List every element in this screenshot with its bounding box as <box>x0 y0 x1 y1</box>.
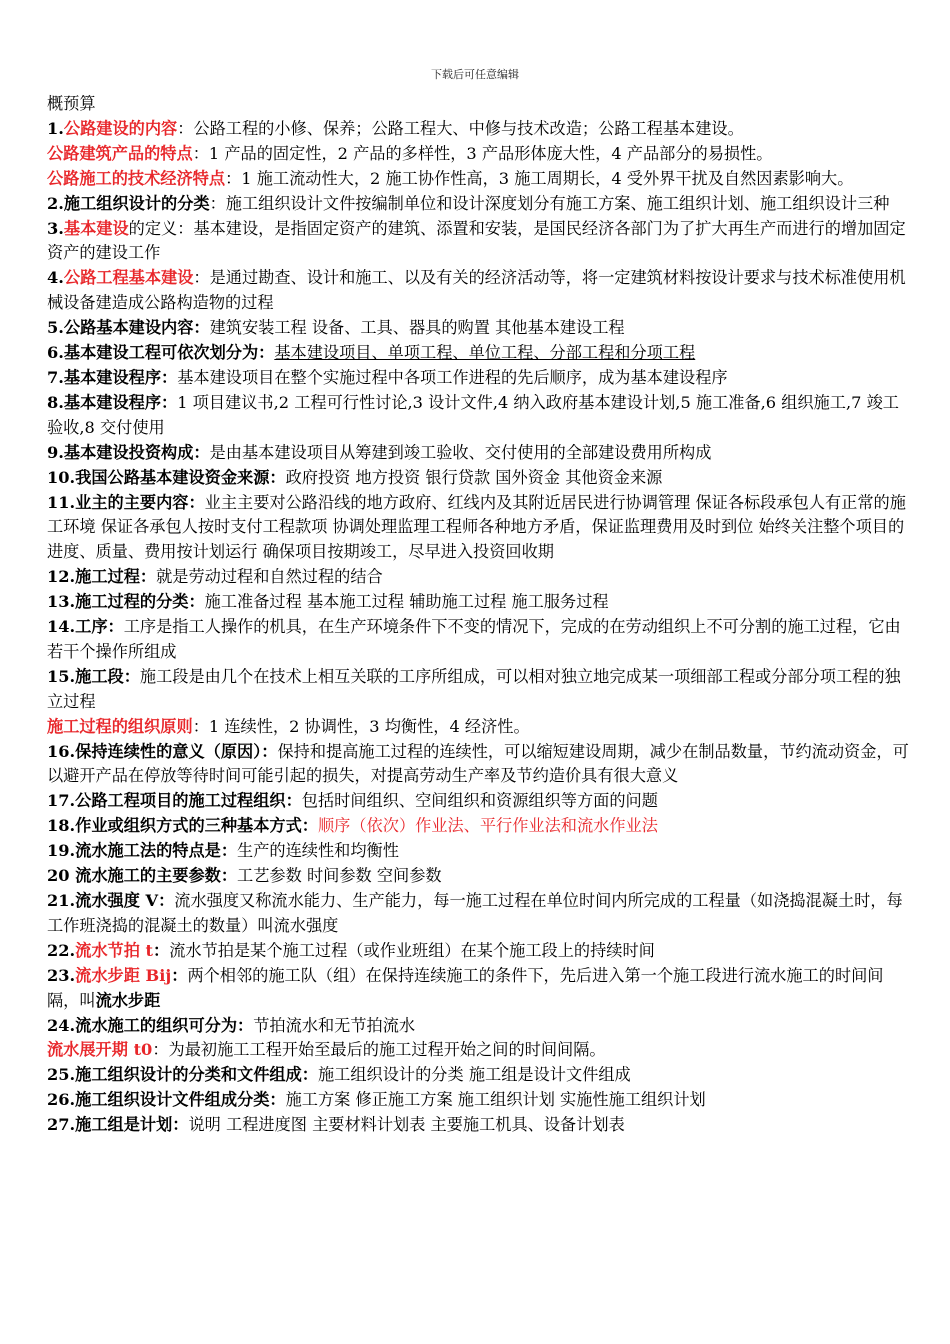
term-label: 26.施工组织设计文件组成分类： <box>47 1090 286 1110</box>
item-paragraph <box>47 1088 913 1113</box>
term-label: 流水步距 <box>95 990 161 1010</box>
item-paragraph <box>47 117 913 142</box>
item-paragraph <box>47 1038 913 1063</box>
item-text: ：1 产品的固定性，2 产品的多样性，3 产品形体庞大性，4 产品部分的易损性。 <box>192 143 773 163</box>
item-paragraph <box>47 590 913 615</box>
highlighted-term: 施工过程的组织原则 <box>47 716 193 736</box>
item-paragraph <box>47 889 913 939</box>
item-text: 就是劳动过程和自然过程的结合 <box>156 567 383 587</box>
item-paragraph <box>47 217 913 267</box>
item-paragraph <box>47 814 913 839</box>
term-label: 9.基本建设投资构成： <box>47 442 210 462</box>
highlighted-term: 公路建设的内容 <box>63 118 178 138</box>
item-text: 基本建设项目、单项工程、单位工程、分部工程和分项工程 <box>274 343 696 363</box>
term-label: 25.施工组织设计的分类和文件组成： <box>47 1065 318 1085</box>
item-text: 基本建设项目在整个实施过程中各项工作进程的先后顺序，成为基本建设程序 <box>177 367 728 387</box>
item-paragraph <box>47 839 913 864</box>
term-label: 10.我国公路基本建设资金来源： <box>47 467 286 487</box>
term-label: 8.基本建设程序： <box>47 392 178 412</box>
item-text: ：是通过勘查、设计和施工、以及有关的经济活动等，将一定建筑材料按设计要求与技术标准使用机械设备建造成公路构造物的过程 <box>47 268 906 313</box>
item-text: 节拍流水和无节拍流水 <box>253 1015 416 1035</box>
term-label: 22. <box>47 940 76 960</box>
highlighted-term: 公路建筑产品的特点 <box>47 143 193 163</box>
document-body <box>47 92 913 1138</box>
item-text: 说明 工程进度图 主要材料计划表 主要施工机具、设备计划表 <box>188 1115 625 1135</box>
item-paragraph <box>47 266 913 316</box>
item-text: 是由基本建设项目从筹建到竣工验收、交付使用的全部建设费用所构成 <box>209 442 712 462</box>
highlighted-term: 公路施工的技术经济特点 <box>47 168 226 188</box>
highlighted-term: 流水步距 Bij <box>75 965 172 985</box>
item-paragraph <box>47 316 913 341</box>
term-label: 14.工序： <box>47 617 124 637</box>
term-label: 4. <box>47 268 64 288</box>
term-label: 23. <box>47 965 76 985</box>
highlighted-term: 基本建设 <box>63 218 129 238</box>
item-paragraph <box>47 1113 913 1138</box>
item-text: 施工组织设计的分类 施工组是设计文件组成 <box>317 1065 631 1085</box>
item-paragraph <box>47 964 913 1014</box>
item-paragraph <box>47 715 913 740</box>
item-text: 流水节拍是某个施工过程（或作业班组）在某个施工段上的持续时间 <box>169 940 655 960</box>
item-paragraph <box>47 789 913 814</box>
page-header: 下载后可任意编辑 <box>431 68 519 81</box>
item-paragraph <box>47 1063 913 1088</box>
item-list <box>47 117 913 1138</box>
item-text: 政府投资 地方投资 银行贷款 国外资金 其他资金来源 <box>285 467 663 487</box>
term-label: 12.施工过程： <box>47 567 157 587</box>
item-text: 1 项目建议书,2 工程可行性讨论,3 设计文件,4 纳入政府基本建设计划,5 施工准备,6 组织施工,7 竣工验收,8 交付使用 <box>47 392 899 437</box>
item-text: ：公路工程的小修、保养；公路工程大、中修与技术改造；公路工程基本建设。 <box>177 118 744 138</box>
item-text: 生产的连续性和均衡性 <box>237 841 399 861</box>
item-paragraph <box>47 740 913 790</box>
item-paragraph <box>47 341 913 366</box>
item-paragraph <box>47 366 913 391</box>
highlighted-term: 流水展开期 t0 <box>47 1040 153 1060</box>
item-paragraph <box>47 615 913 665</box>
term-label: 5.公路基本建设内容： <box>47 318 210 338</box>
item-text: ：为最初施工工程开始至最后的施工过程开始之间的时间间隔。 <box>152 1040 606 1060</box>
item-text: ：1 连续性，2 协调性，3 均衡性，4 经济性。 <box>192 716 530 736</box>
highlighted-term: 公路工程基本建设 <box>63 268 194 288</box>
term-label: 15.施工段： <box>47 666 140 686</box>
term-label: 19.流水施工法的特点是： <box>47 841 238 861</box>
item-paragraph <box>47 142 913 167</box>
item-paragraph <box>47 167 913 192</box>
item-paragraph <box>47 1014 913 1039</box>
item-text: 包括时间组织、空间组织和资源组织等方面的问题 <box>301 791 658 811</box>
item-text: 施工段是由几个在技术上相互关联的工序所组成，可以相对独立地完成某一项细部工程或分部分项工程的独立过程 <box>47 666 901 711</box>
item-text: 两个相邻的施工队（组）在保持连续施工的条件下，先后进入第一个施工段进行流水施工的时间间隔，叫 <box>47 965 884 1010</box>
item-text: 的定义：基本建设，是指固定资产的建筑、添置和安装，是国民经济各部门为了扩大再生产而进行的增加固定资产的建设工作 <box>47 218 906 263</box>
term-label: ： <box>153 940 170 960</box>
term-label: 20 流水施工的主要参数： <box>47 866 238 886</box>
term-label: 13.施工过程的分类： <box>47 592 205 612</box>
item-text: 工序是指工人操作的机具，在生产环境条件下不变的情况下，完成的在劳动组织上不可分割的施工过程，它由若干个操作所组成 <box>47 617 901 661</box>
item-text: 建筑安装工程 设备、工具、器具的购置 其他基本建设工程 <box>209 318 625 338</box>
item-paragraph <box>47 864 913 889</box>
item-text: ：1 施工流动性大，2 施工协作性高，3 施工周期长，4 受外界干扰及自然因素影响大。 <box>225 168 854 188</box>
item-paragraph <box>47 441 913 466</box>
item-paragraph <box>47 391 913 441</box>
item-text: 流水强度又称流水能力、生产能力，每一施工过程在单位时间内所完成的工程量（如浇捣混凝土时，每工作班浇捣的混凝土的数量）叫流水强度 <box>47 891 903 935</box>
item-paragraph <box>47 939 913 964</box>
item-text: 工艺参数 时间参数 空间参数 <box>237 866 442 886</box>
item-text: ：施工组织设计文件按编制单位和设计深度划分有施工方案、施工组织计划、施工组织设计三种 <box>209 193 890 213</box>
highlighted-term: 顺序（依次）作业法、平行作业法和流水作业法 <box>317 816 658 836</box>
highlighted-term: 流水节拍 t <box>75 940 154 960</box>
item-text: 施工准备过程 基本施工过程 辅助施工过程 施工服务过程 <box>204 592 609 612</box>
term-label: 11.业主的主要内容： <box>47 492 205 512</box>
term-label: 2.施工组织设计的分类 <box>47 193 210 213</box>
item-paragraph <box>47 192 913 217</box>
term-label: 6.基本建设工程可依次划分为： <box>47 343 275 363</box>
item-text: 业主主要对公路沿线的地方政府、红线内及其附近居民进行协调管理 保证各标段承包人有正常的施工环境 保证各承包人按时支付工程款项 协调处理监理工程师各种地方矛盾，保证监理费用及时到位 始终关注整个项目的进度、质量、费用按计划运行 确保项目按期竣工，尽早进入投资回收期 <box>47 492 906 562</box>
term-label: 1. <box>47 118 64 138</box>
term-label: 24.流水施工的组织可分为： <box>47 1015 254 1035</box>
document-title: 概预算 <box>47 94 96 113</box>
term-label: 3. <box>47 218 64 238</box>
item-paragraph <box>47 665 913 715</box>
item-paragraph <box>47 466 913 491</box>
term-label: 27.施工组是计划： <box>47 1115 189 1135</box>
term-label: 21.流水强度 V： <box>47 891 175 910</box>
term-label: 7.基本建设程序： <box>47 367 178 387</box>
term-label: 18.作业或组织方式的三种基本方式： <box>47 816 318 836</box>
term-label: 16.保持连续性的意义（原因）： <box>47 741 278 761</box>
item-paragraph <box>47 565 913 590</box>
item-paragraph <box>47 491 913 566</box>
term-label: ： <box>171 965 188 985</box>
item-text: 保持和提高施工过程的连续性，可以缩短建设周期，减少在制品数量，节约流动资金，可以避开产品在停放等待时间可能引起的损失，对提高劳动生产率及节约造价具有很大意义 <box>47 741 909 786</box>
item-text: 施工方案 修正施工方案 施工组织计划 实施性施工组织计划 <box>285 1090 706 1110</box>
term-label: 17.公路工程项目的施工过程组织： <box>47 791 302 811</box>
